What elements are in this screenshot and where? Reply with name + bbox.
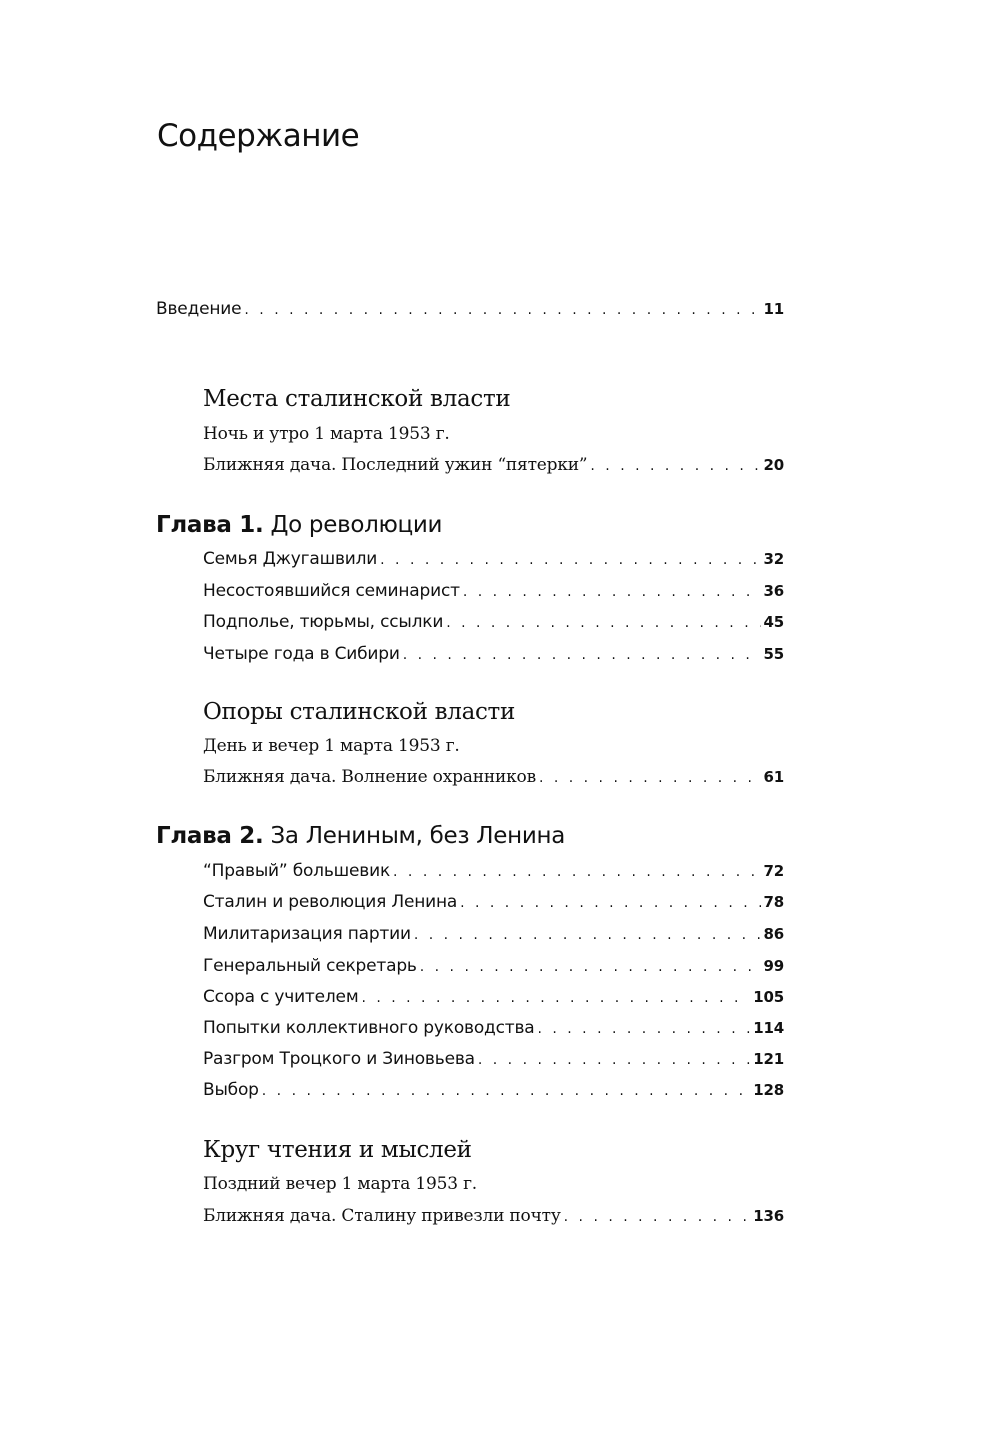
toc-page-number: 32 xyxy=(763,550,784,568)
toc-entry-label: Ближняя дача. Сталину привезли почту xyxy=(203,1206,561,1226)
toc-page-number: 55 xyxy=(763,645,784,663)
toc-entry[interactable] xyxy=(203,546,784,572)
dot-leader xyxy=(361,985,750,1011)
dot-leader xyxy=(564,1204,751,1230)
chapter-title: До революции xyxy=(270,512,443,538)
dot-leader xyxy=(420,954,761,980)
toc-entry[interactable] xyxy=(203,452,784,478)
dot-leader xyxy=(380,547,760,573)
toc-page-number: 78 xyxy=(763,893,784,911)
dot-leader xyxy=(590,453,760,479)
toc-entry[interactable] xyxy=(203,764,784,790)
chapter-heading xyxy=(156,512,442,538)
toc-entry[interactable] xyxy=(203,858,784,884)
toc-page-number: 128 xyxy=(753,1081,784,1099)
toc-page-number: 72 xyxy=(763,862,784,880)
toc-page-number: 36 xyxy=(763,582,784,600)
toc-page-number: 114 xyxy=(753,1019,784,1037)
toc-entry-label: Ссора с учителем xyxy=(203,987,359,1007)
section-heading: Опоры сталинской власти xyxy=(203,699,516,725)
toc-entry-label: Попытки коллективного руководства xyxy=(203,1018,535,1038)
chapter-heading xyxy=(156,823,565,849)
toc-entry-label: Разгром Троцкого и Зиновьева xyxy=(203,1049,475,1069)
toc-entry-label: Ближняя дача. Последний ужин “пятерки” xyxy=(203,455,588,475)
toc-entry-label: Четыре года в Сибири xyxy=(203,644,400,664)
dot-leader xyxy=(414,922,761,948)
dot-leader xyxy=(403,642,761,668)
section-subheading: День и вечер 1 марта 1953 г. xyxy=(203,736,460,756)
toc-entry[interactable] xyxy=(203,578,784,604)
page-title: Содержание xyxy=(157,118,360,154)
dot-leader xyxy=(393,859,760,885)
toc-page-number: 121 xyxy=(753,1050,784,1068)
toc-entry-label: Генеральный секретарь xyxy=(203,956,417,976)
toc-page-number: 136 xyxy=(753,1207,784,1225)
toc-entry-label: Сталин и революция Ленина xyxy=(203,892,458,912)
toc-entry-label: Милитаризация партии xyxy=(203,924,411,944)
toc-page-number: 86 xyxy=(763,925,784,943)
toc-page-number: 61 xyxy=(763,768,784,786)
dot-leader xyxy=(537,1016,750,1042)
toc-entry[interactable] xyxy=(203,889,784,915)
toc-page-number: 45 xyxy=(763,613,784,631)
toc-entry[interactable] xyxy=(203,641,784,667)
section-subheading: Поздний вечер 1 марта 1953 г. xyxy=(203,1174,477,1194)
dot-leader xyxy=(244,297,760,323)
toc-entry-label: Выбор xyxy=(203,1080,259,1100)
toc-entry-label: Подполье, тюрьмы, ссылки xyxy=(203,612,444,632)
toc-entry-label: Семья Джугашвили xyxy=(203,549,378,569)
toc-entry[interactable] xyxy=(203,984,784,1010)
toc-page-number: 11 xyxy=(763,300,784,318)
toc-page-number: 20 xyxy=(763,456,784,474)
section-heading: Места сталинской власти xyxy=(203,386,511,412)
toc-page-number: 105 xyxy=(753,988,784,1006)
dot-leader xyxy=(539,765,761,791)
toc-entry-label: Несостоявшийся семинарист xyxy=(203,581,460,601)
section-subheading: Ночь и утро 1 марта 1953 г. xyxy=(203,424,450,444)
toc-entry-label: “Правый” большевик xyxy=(203,861,391,881)
chapter-number: Глава 1. xyxy=(156,512,264,538)
dot-leader xyxy=(460,890,760,916)
toc-entry[interactable] xyxy=(203,1077,784,1103)
toc-entry-intro[interactable] xyxy=(156,296,784,322)
toc-entry[interactable] xyxy=(203,1046,784,1072)
toc-entry-label: Введение xyxy=(156,299,242,319)
chapter-title: За Лениным, без Ленина xyxy=(270,823,566,849)
toc-page-number: 99 xyxy=(763,957,784,975)
toc-entry[interactable] xyxy=(203,609,784,635)
dot-leader xyxy=(478,1047,750,1073)
toc-entry-label: Ближняя дача. Волнение охранников xyxy=(203,767,536,787)
toc-entry[interactable] xyxy=(203,1203,784,1229)
section-heading: Круг чтения и мыслей xyxy=(203,1137,472,1163)
dot-leader xyxy=(262,1078,751,1104)
toc-entry[interactable] xyxy=(203,1015,784,1041)
toc-entry[interactable] xyxy=(203,921,784,947)
dot-leader xyxy=(446,610,760,636)
toc-entry[interactable] xyxy=(203,953,784,979)
chapter-number: Глава 2. xyxy=(156,823,264,849)
dot-leader xyxy=(463,579,761,605)
